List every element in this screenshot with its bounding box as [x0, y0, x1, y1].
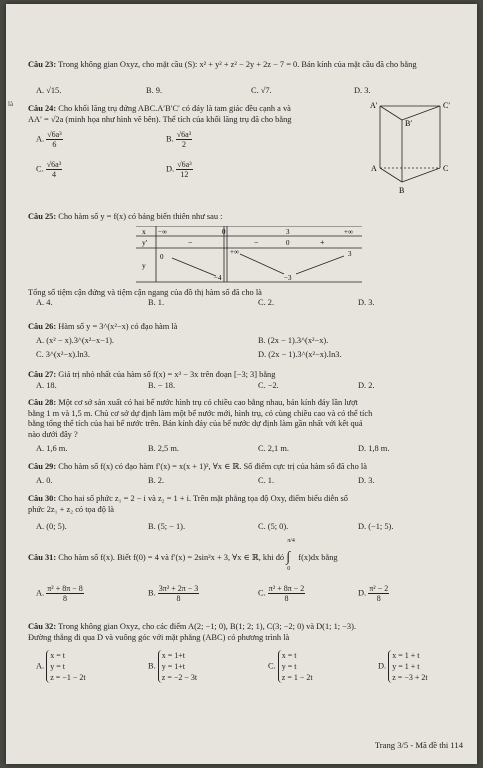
- x-minus-inf: −∞: [158, 228, 167, 236]
- q29-option-a[interactable]: A. 0.: [36, 476, 53, 485]
- q28-text-2: bằng 1 m và 1,5 m. Chủ cơ sở dự định làm một bể nước mới, hình trụ, có cùng chiều cao và có thể tích: [28, 408, 373, 418]
- q31-integrand: f(x)dx bằng: [298, 553, 338, 563]
- q23-option-b[interactable]: B. 9.: [146, 86, 163, 95]
- q30-option-a[interactable]: A. (0; 5).: [36, 522, 67, 531]
- question-25: [28, 212, 458, 223]
- q23-text: Trong không gian Oxyz, cho mặt cầu (S): x² + y² + z² − 2y + 2z − 7 = 0. Bán kính của mặt cầu đã cho bằng: [58, 60, 417, 69]
- q32-option-a[interactable]: A. x = t y = t z = −1 − 2t: [36, 651, 86, 682]
- variation-table: [136, 226, 362, 284]
- q27-text: Giá trị nhỏ nhất của hàm số f(x) = x³ − 3x trên đoạn [−3; 3] bằng: [58, 370, 276, 379]
- q23-label: Câu 23:: [28, 60, 57, 69]
- q29-label: Câu 29:: [28, 462, 57, 471]
- label-a-prime: A′: [370, 101, 378, 110]
- question-29: [28, 462, 458, 473]
- q27-option-d[interactable]: D. 2.: [358, 381, 375, 390]
- q31-label: Câu 31:: [28, 553, 57, 563]
- q31-option-d[interactable]: D. $\frac{\text{π² − 2}}{8}$: [358, 584, 389, 603]
- q31-text: Cho hàm số f(x). Biết f(0) = 4 và f′(x) = 2sin²x + 3, ∀x ∈ ℝ, khi đó: [58, 553, 285, 563]
- q27-label: Câu 27:: [28, 370, 57, 379]
- q32-label: Câu 32:: [28, 622, 57, 631]
- q26-option-d[interactable]: D. (2x − 1).3^(x²−x).ln3.: [258, 350, 342, 359]
- yprime-sign-3: +: [320, 238, 325, 247]
- q23-option-d[interactable]: D. 3.: [354, 86, 371, 95]
- q30-option-c[interactable]: C. (5; 0).: [258, 522, 289, 531]
- q24-option-a[interactable]: A. $\frac{\text{√6a³}}{6}$: [36, 130, 62, 149]
- q25-option-b[interactable]: B. 1.: [148, 298, 165, 307]
- label-b-prime: B′: [405, 119, 413, 128]
- yprime-sign-1: −: [188, 238, 193, 247]
- q24-option-b[interactable]: B. $\frac{\text{√6a³}}{2}$: [166, 130, 192, 149]
- q26-option-a[interactable]: A. (x² − x).3^(x²−x−1).: [36, 336, 115, 345]
- yprime-header: y′: [142, 238, 148, 247]
- exam-page: [6, 4, 477, 764]
- q24-text-2: AA′ = √2a (minh họa như hình vẽ bên). Thể tích của khối lăng trụ đã cho bằng: [28, 114, 292, 124]
- q24-option-d[interactable]: D. $\frac{\text{√6a³}}{12}$: [166, 160, 192, 179]
- q28-text-3: bằng tổng thể tích của hai bể nước trên. Bán kính đáy của bể nước dự định làm gần nhất với kết quả: [28, 419, 363, 428]
- x-plus-inf: +∞: [344, 228, 353, 236]
- q27-option-c[interactable]: C. −2.: [258, 381, 279, 390]
- label-b: B: [399, 186, 405, 195]
- yprime-zero: 0: [286, 239, 290, 247]
- y-val-minus-3: −3: [284, 274, 292, 282]
- margin-mark: là: [8, 100, 14, 108]
- q25-question: Tổng số tiệm cận đứng và tiệm cận ngang của đồ thị hàm số đã cho là: [28, 288, 262, 297]
- y-val-plus-inf: +∞: [230, 248, 239, 256]
- question-28: [28, 398, 458, 440]
- q24-label: Câu 24:: [28, 104, 57, 113]
- question-23: [28, 60, 458, 71]
- q26-label: Câu 26:: [28, 322, 57, 331]
- q31-option-a[interactable]: A. $\frac{\text{π² + 8π − 8}}{8}$: [36, 584, 83, 603]
- q25-option-c[interactable]: C. 2.: [258, 298, 275, 307]
- x-three: 3: [286, 228, 290, 236]
- page-footer: Trang 3/5 - Mã đề thi 114: [374, 740, 463, 750]
- q30-text-2: phức 2z₁ + z₂ có tọa độ là: [28, 504, 115, 514]
- q29-option-c[interactable]: C. 1.: [258, 476, 275, 485]
- q26-option-b[interactable]: B. (2x − 1).3^(x²−x).: [258, 336, 329, 345]
- q28-option-b[interactable]: B. 2,5 m.: [148, 444, 179, 453]
- q31-upper: π/4: [287, 538, 295, 544]
- q28-label: Câu 28:: [28, 398, 57, 407]
- q28-option-c[interactable]: C. 2,1 m.: [258, 444, 289, 453]
- x-zero: 0: [222, 228, 226, 236]
- question-26: [28, 322, 458, 333]
- q23-option-c[interactable]: C. √7.: [251, 86, 272, 95]
- q25-label: Câu 25:: [28, 212, 57, 221]
- q27-option-a[interactable]: A. 18.: [36, 381, 57, 390]
- q29-text: Cho hàm số f(x) có đạo hàm f′(x) = x(x + 1)², ∀x ∈ ℝ. Số điểm cực trị của hàm số đã cho là: [58, 462, 367, 471]
- question-30: [28, 494, 458, 515]
- question-31: [28, 538, 468, 572]
- q25-option-a[interactable]: A. 4.: [36, 298, 53, 307]
- q28-text-1: Một cơ sở sản xuất có hai bể nước hình trụ có chiều cao bằng nhau, bán kính đáy lần lượt: [58, 398, 358, 407]
- q26-option-c[interactable]: C. 3^(x²−x).ln3.: [36, 350, 90, 359]
- q27-option-b[interactable]: B. − 18.: [148, 381, 176, 390]
- q28-option-a[interactable]: A. 1,6 m.: [36, 444, 68, 453]
- q32-text-1: Trong không gian Oxyz, cho các điểm A(2; −1; 0), B(1; 2; 1), C(3; −2; 0) và D(1; 1; −3).: [58, 622, 356, 631]
- y-val-three: 3: [348, 250, 352, 258]
- q32-option-c[interactable]: C. x = t y = t z = 1 − 2t: [268, 651, 313, 682]
- q25-text: Cho hàm số y = f(x) có bảng biến thiên như sau :: [58, 212, 223, 221]
- y-header: y: [142, 261, 146, 270]
- q30-option-d[interactable]: D. (−1; 5).: [358, 522, 394, 531]
- q31-lower: 0: [287, 566, 291, 572]
- q28-option-d[interactable]: D. 1,8 m.: [358, 444, 390, 453]
- question-32: [28, 622, 458, 643]
- q25-option-d[interactable]: D. 3.: [358, 298, 375, 307]
- q31-integral: π/4 ∫ 0: [286, 552, 296, 565]
- q31-option-c[interactable]: C. $\frac{\text{π² + 8π − 2}}{8}$: [258, 584, 305, 603]
- question-24: [28, 104, 358, 125]
- q24-option-c[interactable]: C. $\frac{\text{√6a³}}{4}$: [36, 160, 62, 179]
- x-header: x: [142, 227, 146, 236]
- q30-text-1: Cho hai số phức z₁ = 2 − i và z₂ = 1 + i. Trên mặt phẳng tọa độ Oxy, điểm biểu diễn số: [58, 494, 348, 503]
- q32-option-d[interactable]: D. x = 1 + t y = 1 + t z = −3 + 2t: [378, 651, 428, 682]
- q26-text: Hàm số y = 3^(x²−x) có đạo hàm là: [58, 322, 178, 331]
- label-c-prime: C′: [443, 101, 451, 110]
- label-c: C: [443, 164, 449, 173]
- q31-option-b[interactable]: B. $\frac{\text{3π² + 2π − 3}}{8}$: [148, 584, 199, 603]
- question-27: [28, 370, 458, 381]
- prism-figure: [368, 100, 468, 198]
- y-val-zero: 0: [160, 253, 164, 261]
- yprime-sign-2: −: [254, 238, 259, 247]
- q23-option-a[interactable]: A. √15.: [36, 86, 62, 95]
- q32-text-2: Đường thẳng đi qua D và vuông góc với mặt phẳng (ABC) có phương trình là: [28, 632, 290, 642]
- q29-option-d[interactable]: D. 3.: [358, 476, 375, 485]
- q24-text-1: Cho khối lăng trụ đứng ABC.A′B′C′ có đáy là tam giác đều cạnh a và: [58, 104, 291, 113]
- label-a: A: [371, 164, 377, 173]
- q32-option-b[interactable]: B. x = 1+t y = 1+t z = −2 − 3t: [148, 651, 198, 682]
- q28-text-4: nào dưới đây ?: [28, 429, 78, 439]
- y-val-minus-4: −4: [214, 274, 222, 282]
- q30-label: Câu 30:: [28, 494, 57, 503]
- q29-option-b[interactable]: B. 2.: [148, 476, 165, 485]
- q30-option-b[interactable]: B. (5; − 1).: [148, 522, 186, 531]
